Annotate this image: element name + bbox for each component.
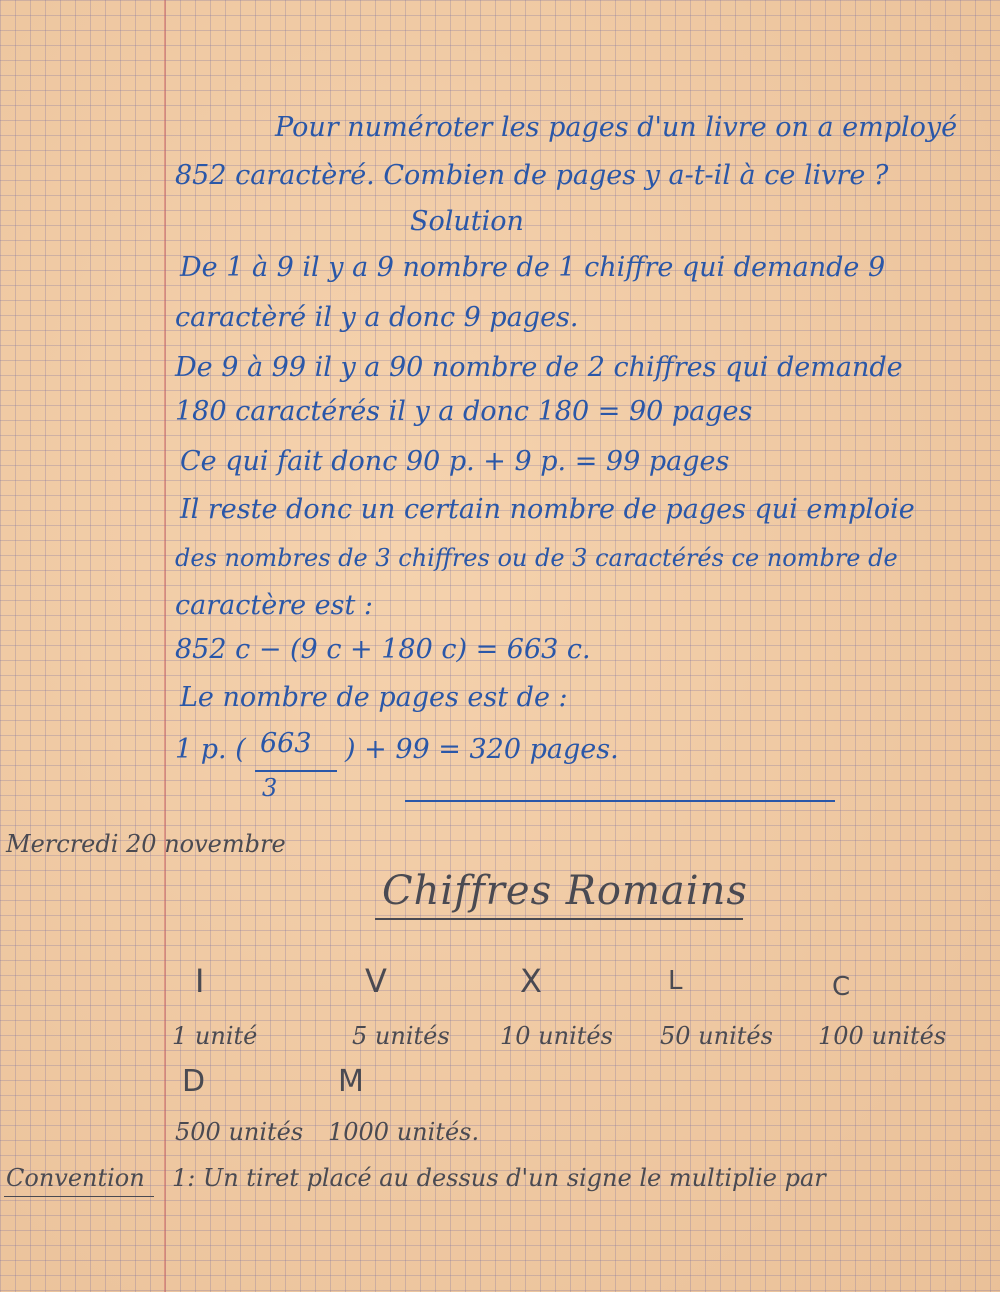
numeral-symbol: I — [195, 962, 205, 1000]
solution-line: Le nombre de pages est de : — [180, 682, 568, 713]
solution-line: caractèré il y a donc 9 pages. — [175, 302, 579, 333]
solution-line: Il reste donc un certain nombre de pages qui emploie — [180, 494, 915, 525]
numeral-symbol: D — [182, 1064, 206, 1099]
solution-line: De 9 à 99 il y a 90 nombre de 2 chiffres qui demande — [175, 352, 903, 383]
lesson-date: Mercredi 20 novembre — [6, 830, 286, 858]
solution-line: 180 caractérés il y a donc 180 = 90 pages — [175, 396, 753, 427]
convention-label: Convention — [6, 1164, 145, 1192]
numeral-value: 50 unités — [660, 1022, 773, 1050]
numeral-symbol: M — [338, 1064, 364, 1099]
solution-line: Ce qui fait donc 90 p. + 9 p. = 99 pages — [180, 446, 730, 477]
margin-line — [164, 0, 166, 1292]
fraction-numerator: 663 — [260, 728, 312, 759]
final-prefix: 1 p. ( — [175, 734, 246, 765]
numeral-value: 100 unités — [818, 1022, 947, 1050]
numeral-symbol: X — [520, 962, 542, 1000]
solution-line: De 1 à 9 il y a 9 nombre de 1 chiffre qui demande 9 — [180, 252, 886, 283]
section-divider — [405, 800, 835, 802]
solution-line: des nombres de 3 chiffres ou de 3 caractérés ce nombre de — [175, 544, 898, 572]
numeral-value: 5 unités — [352, 1022, 450, 1050]
convention-text: 1: Un tiret placé au dessus d'un signe le multiplie par — [172, 1164, 826, 1192]
fraction-bar — [255, 770, 337, 772]
numeral-value: 1000 unités. — [328, 1118, 480, 1146]
numeral-symbol: L — [668, 966, 683, 996]
convention-underline — [4, 1196, 154, 1197]
lesson-title: Chiffres Romains — [382, 868, 748, 914]
fraction-denominator: 3 — [262, 774, 278, 802]
numeral-symbol: C — [832, 972, 851, 1002]
solution-line: caractère est : — [175, 590, 374, 621]
numeral-value: 10 unités — [500, 1022, 613, 1050]
title-underline — [375, 918, 743, 920]
problem-line-1: Pour numéroter les pages d'un livre on a employé — [275, 112, 958, 143]
solution-heading: Solution — [410, 206, 524, 237]
numeral-symbol: V — [365, 962, 387, 1000]
problem-line-2: 852 caractèré. Combien de pages y a-t-il à ce livre ? — [175, 160, 889, 191]
numeral-value: 500 unités — [175, 1118, 304, 1146]
numeral-value: 1 unité — [172, 1022, 258, 1050]
calculation-line: 852 c − (9 c + 180 c) = 663 c. — [175, 634, 591, 665]
final-suffix: ) + 99 = 320 pages. — [345, 734, 619, 765]
